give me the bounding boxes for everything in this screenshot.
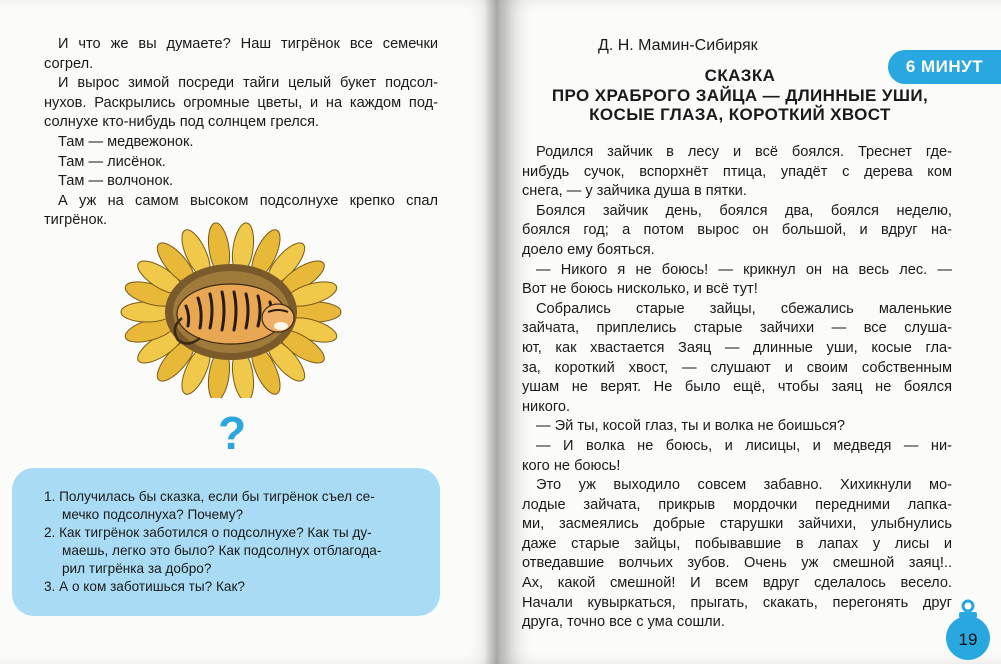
text-line: солнухе кто-нибудь под солнцем грелся. xyxy=(44,114,320,131)
text-line: нухов. Раскрылись огромные цветы, и на каждом под- xyxy=(44,94,438,111)
text-line: Боялся зайчик день, боялся два, боялся неделю, xyxy=(536,202,952,219)
text-line: кого не боюсь! xyxy=(522,457,621,474)
text-line: ми, засмеялись добрые старушки зайчихи, улыбнулись xyxy=(522,516,952,533)
text-line: И что же вы думаете? Наш тигрёнок все семечки xyxy=(58,36,438,52)
text-line: Собрались старые зайцы, сбежались маленькие xyxy=(536,300,952,317)
author-name: Д. Н. Мамин-Сибиряк xyxy=(598,37,758,54)
text-line: ют, как хвастается Заяц — длинные уши, косые гла- xyxy=(522,339,952,356)
text-line: согрел. xyxy=(44,55,94,72)
text-line: Ах, какой смешной! И всем вдруг сделалось весело. xyxy=(522,575,952,592)
text-line: — Эй ты, косой глаз, ты и волка не боишься? xyxy=(536,418,846,435)
questions-box xyxy=(12,468,440,616)
text-line: Вот не боюсь нисколько, и всё тут! xyxy=(522,281,758,298)
text-line: Там — волчонок. xyxy=(58,173,174,190)
text-line: никого. xyxy=(522,398,571,415)
left-page-text xyxy=(44,35,438,231)
story-title xyxy=(540,66,940,125)
text-line: отведавшие волчьих зубов. Очень уж смешной заяц!.. xyxy=(522,555,952,572)
sunflower-tiger-illustration xyxy=(118,222,344,398)
text-line: нибудь сучок, вспорхнёт птица, упадёт с дерева ком xyxy=(522,163,952,180)
questions-list xyxy=(44,488,414,596)
reading-time-tab: 6 МИНУТ xyxy=(888,50,1001,84)
text-line: — Никого я не боюсь! — крикнул он на весь лес. — xyxy=(536,261,952,278)
text-line: — И волка не боюсь, и лисицы, и медведя — ни- xyxy=(536,437,952,454)
question-line: маешь, легко это было? Как подсолнух отблагода- xyxy=(62,543,382,558)
text-line: И вырос зимой посреди тайги целый букет подсол- xyxy=(58,75,438,92)
title-line: СКАЗКА xyxy=(704,66,776,85)
page-number: 19 xyxy=(958,630,978,649)
text-line: доело ему бояться. xyxy=(522,241,655,258)
text-line: лодые зайчата, прикрыв мордочки передними лапка- xyxy=(522,496,952,513)
title-line: ПРО ХРАБРОГО ЗАЙЦА — ДЛИННЫЕ УШИ, xyxy=(551,85,929,105)
text-line: боялся год; а потом вырос он большой, и вдруг на- xyxy=(522,222,952,239)
text-line: зайчата, приплелись старые зайчихи — все слуша- xyxy=(522,320,952,337)
text-line: Родился зайчик в лесу и всё боялся. Треснет где- xyxy=(536,144,952,160)
book-gutter xyxy=(484,0,512,664)
text-line: за, короткий хвост, — слушают и своим собственным xyxy=(522,359,952,376)
question-line: мечко подсолнуха? Почему? xyxy=(62,507,244,522)
question-line: 3. А о ком заботишься ты? Как? xyxy=(44,579,245,594)
title-line: КОСЫЕ ГЛАЗА, КОРОТКИЙ ХВОСТ xyxy=(589,105,891,124)
question-mark: ? xyxy=(217,407,247,459)
text-line: А уж на самом высоком подсолнухе крепко спал xyxy=(58,192,438,209)
text-line: Начали кувыркаться, прыгать, скакать, перегонять друг xyxy=(522,594,952,611)
text-line: друга, точно все с ума сошли. xyxy=(522,614,725,631)
page-number-badge xyxy=(944,598,996,660)
text-line: тигрёнок. xyxy=(44,212,108,229)
left-page xyxy=(0,0,498,664)
text-line: ушам не верят. Не было ещё, чтобы заяц не боялся xyxy=(522,379,952,396)
text-line: Это уж выходило совсем забавно. Хихикнули мо- xyxy=(536,477,952,494)
question-line: 2. Как тигрёнок заботился о подсолнухе? Как ты ду- xyxy=(44,525,372,540)
text-line: даже старые зайцы, побывавшие в лапах у лисы и xyxy=(522,535,952,552)
right-page-text xyxy=(522,143,952,633)
text-line: Там — лисёнок. xyxy=(58,153,166,170)
question-line: рил тигрёнка за добро? xyxy=(62,561,212,576)
text-line: Там — медвежонок. xyxy=(58,133,194,150)
text-line: снега, — у зайчика душа в пятки. xyxy=(522,183,747,200)
question-line: 1. Получилась бы сказка, если бы тигрёнок съел се- xyxy=(44,489,375,504)
